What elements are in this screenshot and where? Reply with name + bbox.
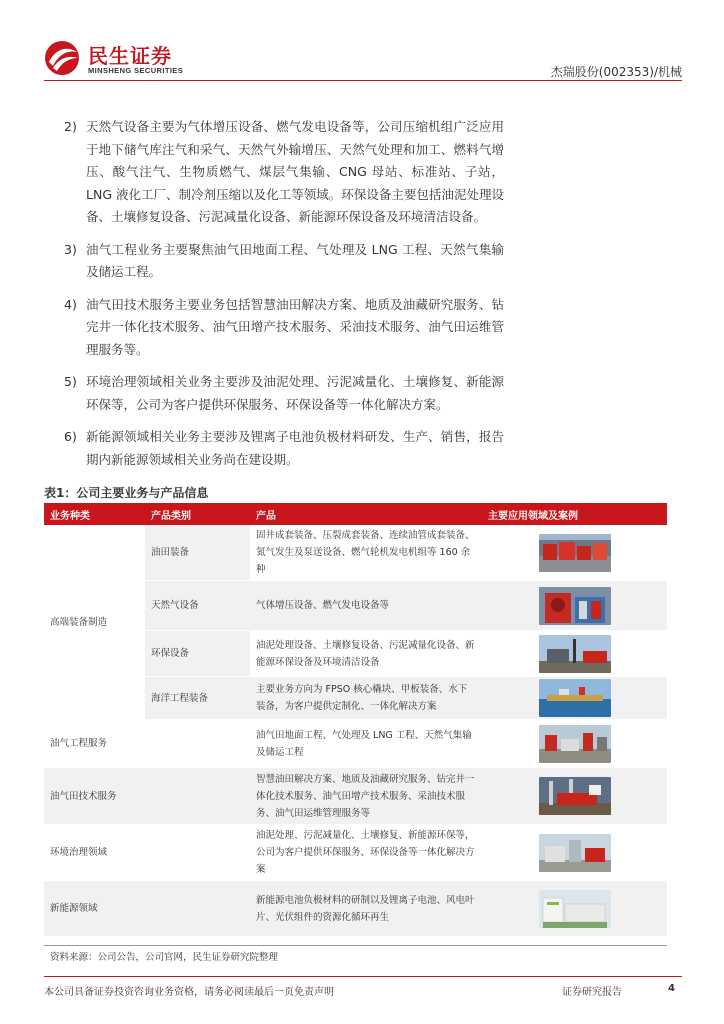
category-cell: 海洋工程装备 [145,677,250,720]
table-source: 资料来源：公司公告，公司官网，民生证券研究院整理 [50,952,279,963]
body-text [64,116,504,481]
paragraph [64,294,504,362]
category-cell [145,825,250,881]
report-subject: 杰瑞股份(002353)/机械 [550,65,682,79]
header-divider [44,80,682,81]
paragraph [64,371,504,416]
paragraph-number: 5) [64,374,77,389]
brand-name-cn: 民生证券 [88,44,172,68]
header-application: 主要应用领域及案例 [482,503,667,525]
product-cell: 固井成套装备、压裂成套装备、连续油管成套装备、氮气发生及泵送设备、燃气轮机发电机组等 160 余种 [250,525,482,581]
table-row [44,720,667,768]
product-cell: 主要业务方向为 FPSO 核心橇块、甲板装备、水下装备，为客户提供定制化、一体化解决方案 [250,677,482,720]
brand-name-en: MINSHENG SECURITIES [88,66,184,75]
paragraph-text: 天然气设备主要为气体增压设备、燃气发电设备等，公司压缩机组广泛应用于地下储气库注气和采气、天然气外输增压、天然气处理和加工、燃料气增压、酸气注气、生物质燃气、煤层气集输、CNG 母站、标准站、子站，LNG 液化工厂、制冷剂压缩以及化工等领域。环保设备主要包括油泥处理设备、土壤修复设备、污泥减量化设备、新能源环保设备及环境清洁设备。 [86,119,504,224]
source-divider [44,945,667,946]
business-cell: 新能源领域 [44,881,145,937]
product-cell: 油气田地面工程、气处理及 LNG 工程、天然气集输及储运工程 [250,720,482,768]
category-cell [145,720,250,768]
paragraph-number: 2) [64,119,77,134]
environmental-governance-photo [539,834,611,872]
image-cell [482,525,667,581]
paragraph-text: 油气工程业务主要聚焦油气田地面工程、气处理及 LNG 工程、天然气集输及储运工程。 [86,241,504,279]
image-cell [482,581,667,631]
minsheng-logo-icon [44,40,82,76]
oilfield-equipment-photo [539,534,611,572]
header-product: 产品 [250,503,482,525]
table-header-row [44,503,667,525]
category-cell: 天然气设备 [145,581,250,631]
category-cell: 环保设备 [145,631,250,677]
category-cell [145,881,250,937]
paragraph-text: 环境治理领域相关业务主要涉及油泥处理、污泥减量化、土壤修复、新能源环保等，公司为客户提供环保服务、环保设备等一体化解决方案。 [86,374,504,412]
paragraph-number: 3) [64,241,77,257]
header-category: 产品类别 [145,503,250,525]
offshore-fpso-photo [539,679,611,717]
image-cell [482,825,667,881]
image-cell [482,768,667,825]
image-cell [482,677,667,720]
paragraph [64,426,504,471]
product-cell: 油泥处理、污泥减量化、土壤修复、新能源环保等，公司为客户提供环保服务、环保设备等一体化解决方案 [250,825,482,881]
paragraph-number: 4) [64,296,77,312]
table-row [44,881,667,937]
new-energy-plant-photo [539,890,611,928]
paragraph [64,239,504,284]
image-cell [482,631,667,677]
paragraph-text: 新能源领域相关业务主要涉及锂离子电池负极材料研发、生产、销售，报告期内新能源领域相关业务尚在建设期。 [86,429,504,467]
category-cell [145,768,250,825]
business-product-table [44,503,667,937]
product-cell: 新能源电池负极材料的研制以及锂离子电池、风电叶片、光伏组件的资源化循环再生 [250,881,482,937]
image-cell [482,881,667,937]
product-cell: 油泥处理设备、土壤修复设备、污泥减量化设备、新能源环保设备及环境清洁设备 [250,631,482,677]
header-business: 业务种类 [44,503,145,525]
paragraph-text: 油气田技术服务主要业务包括智慧油田解决方案、地质及油藏研究服务、钻完井一体化技术服务、油气田增产技术服务、采油技术服务、油气田运维管理服务等。 [86,296,504,357]
footer-report-type: 证券研究报告 [562,987,622,998]
oil-gas-engineering-photo [539,725,611,763]
business-cell: 油气田技术服务 [44,768,145,825]
gas-equipment-photo [539,587,611,625]
table-row [44,525,667,581]
footer-divider [44,976,682,977]
paragraph [64,116,504,229]
category-cell: 油田装备 [145,525,250,581]
business-cell: 高端装备制造 [44,525,145,720]
footer-disclaimer: 本公司具备证券投资咨询业务资格，请务必阅读最后一页免责声明 [44,987,334,998]
paragraph-number: 6) [64,429,77,444]
page-number: 4 [668,983,675,994]
page-header [0,0,724,80]
environmental-equipment-photo [539,635,611,673]
table-row [44,825,667,881]
business-cell: 环境治理领域 [44,825,145,881]
business-cell: 油气工程服务 [44,720,145,768]
image-cell [482,720,667,768]
oilfield-tech-service-photo [539,777,611,815]
table-title: 表1：公司主要业务与产品信息 [44,486,209,500]
product-cell: 智慧油田解决方案、地质及油藏研究服务、钻完井一体化技术服务、油气田增产技术服务、采油技术服务、油气田运维管理服务等 [250,768,482,825]
table-row [44,768,667,825]
product-cell: 气体增压设备、燃气发电设备等 [250,581,482,631]
